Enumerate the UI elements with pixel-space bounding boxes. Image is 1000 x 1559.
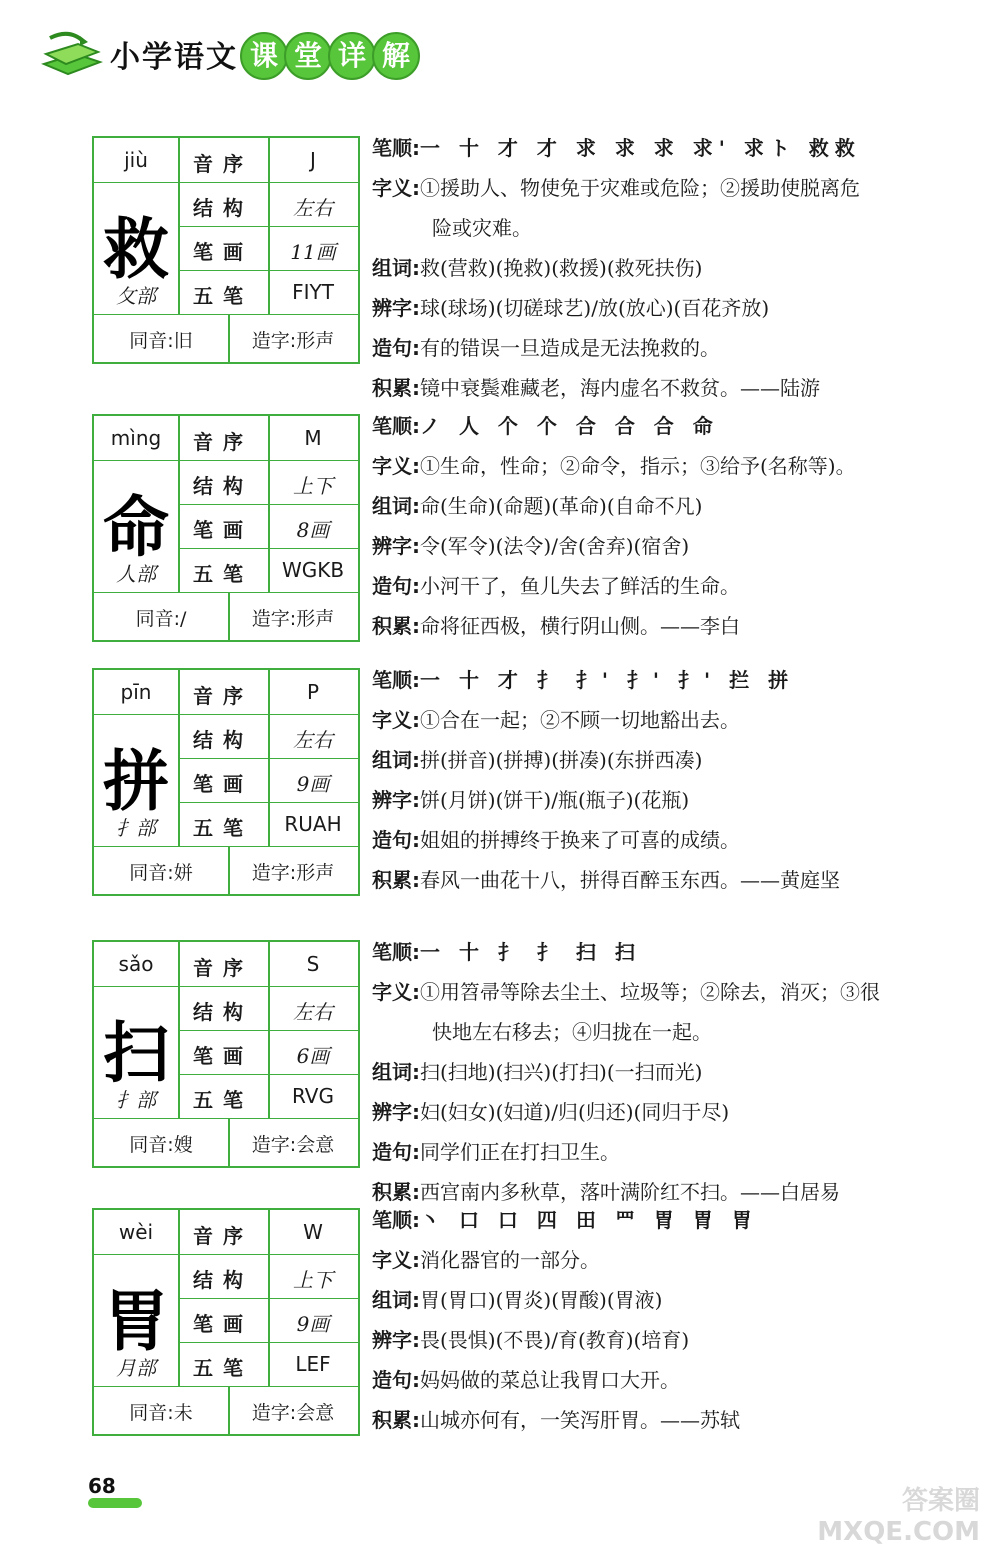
bianzi-value: 球(球场)(切磋球艺)/放(放心)(百花齐放) <box>420 296 770 320</box>
label-wubi: 五笔 <box>193 1356 253 1380</box>
zaoju-label: 造句: <box>372 1368 420 1392</box>
series-char: 解 <box>372 32 420 80</box>
ziyi-value: 消化器官的一部分。 <box>420 1248 600 1272</box>
wubi-value: FIYT <box>292 280 334 304</box>
jilei-label: 积累: <box>372 614 420 638</box>
books-logo-icon <box>40 24 104 84</box>
zuci-label: 组词: <box>372 256 420 280</box>
wubi-value: WGKB <box>281 558 345 582</box>
zaozi-value: 造字:会意 <box>251 1134 335 1156</box>
bianzi-label: 辨字: <box>372 534 420 558</box>
jilei-value: 山城亦何有，一笑泻肝胃。——苏轼 <box>420 1408 740 1432</box>
bishun-value: 丶 口 口 四 田 罒 胃 胃 胃 <box>420 1208 758 1232</box>
ziyi-line-continued: 险或灾难。 <box>432 216 532 240</box>
bishun-line <box>372 660 972 700</box>
character-card <box>92 940 360 1168</box>
jilei-value: 西宫南内多秋草，落叶满阶红不扫。——白居易 <box>420 1180 840 1204</box>
bianzi-label: 辨字: <box>372 296 420 320</box>
bishun-label: 笔顺: <box>372 136 420 160</box>
bianzi-value: 饼(月饼)(饼干)/瓶(瓶子)(花瓶) <box>420 788 690 812</box>
ziyi-value: ①合在一起；②不顾一切地豁出去。 <box>420 708 740 732</box>
jiegou-value: 左右 <box>293 1000 333 1024</box>
ziyi-line <box>372 446 972 486</box>
zuci-line <box>372 1280 972 1320</box>
bianzi-line <box>372 780 972 820</box>
bihua-value: 6画 <box>296 1044 330 1068</box>
zaozi-value: 造字:会意 <box>251 1402 335 1424</box>
label-wubi: 五笔 <box>193 1088 253 1112</box>
character-info <box>372 128 972 408</box>
bishun-value: ノ 人 个 个 合 合 合 命 <box>420 414 719 438</box>
label-bihua: 笔画 <box>193 1312 253 1336</box>
ziyi-line <box>372 1240 972 1280</box>
jilei-label: 积累: <box>372 1180 420 1204</box>
bushou-value: 扌部 <box>116 1088 156 1112</box>
jilei-value: 镜中衰鬓难藏老，海内虚名不救贫。——陆游 <box>420 376 820 400</box>
tongyin-value: 同音:未 <box>129 1402 193 1424</box>
zuci-line <box>372 486 972 526</box>
bihua-value: 9画 <box>296 772 330 796</box>
bihua-value: 8画 <box>296 518 330 542</box>
jilei-label: 积累: <box>372 868 420 892</box>
ziyi-line-continued: 快地左右移去；④归拢在一起。 <box>432 1020 712 1044</box>
yinxu-value: W <box>303 1220 323 1244</box>
pinyin: pīn <box>120 680 152 704</box>
zaoju-value: 姐姐的拼搏终于换来了可喜的成绩。 <box>420 828 740 852</box>
zuci-value: 命(生命)(命题)(革命)(自命不凡) <box>420 494 703 518</box>
ziyi-line <box>372 168 972 208</box>
tongyin-value: 同音:/ <box>135 608 187 630</box>
label-jiegou: 结构 <box>193 474 253 498</box>
jilei-line <box>372 606 972 646</box>
character-info <box>372 406 972 646</box>
bihua-value: 9画 <box>296 1312 330 1336</box>
label-bihua: 笔画 <box>193 518 253 542</box>
zaoju-value: 妈妈做的菜总让我胃口大开。 <box>420 1368 680 1392</box>
jilei-line <box>372 1400 972 1440</box>
pinyin: sǎo <box>118 952 154 976</box>
pinyin: wèi <box>118 1220 154 1244</box>
ziyi-value: ①生命，性命；②命令，指示；③给予(名称等)。 <box>420 454 856 478</box>
label-yinxu: 音序 <box>193 152 253 176</box>
label-bihua: 笔画 <box>193 240 253 264</box>
bianzi-label: 辨字: <box>372 788 420 812</box>
zaozi-value: 造字:形声 <box>251 330 335 352</box>
wubi-value: LEF <box>295 1352 331 1376</box>
zuci-value: 扫(扫地)(扫兴)(打扫)(一扫而光) <box>420 1060 703 1084</box>
bushou-value: 攵部 <box>116 284 156 308</box>
bushou-value: 扌部 <box>116 816 156 840</box>
label-yinxu: 音序 <box>193 684 253 708</box>
ziyi-label: 字义: <box>372 980 420 1004</box>
label-jiegou: 结构 <box>193 196 253 220</box>
zaozi-value: 造字:形声 <box>251 608 335 630</box>
label-yinxu: 音序 <box>193 956 253 980</box>
character-card <box>92 1208 360 1436</box>
zuci-value: 胃(胃口)(胃炎)(胃酸)(胃液) <box>420 1288 663 1312</box>
zaoju-value: 同学们正在打扫卫生。 <box>420 1140 620 1164</box>
jilei-line <box>372 368 972 408</box>
jiegou-value: 左右 <box>293 196 333 220</box>
zuci-line <box>372 1052 972 1092</box>
tongyin-value: 同音:嫂 <box>129 1134 193 1156</box>
zuci-value: 拼(拼音)(拼搏)(拼凑)(东拼西凑) <box>420 748 703 772</box>
pinyin: jiù <box>124 148 148 172</box>
bishun-value: 一 十 扌 扌 扫 扫 <box>420 940 641 964</box>
ziyi-label: 字义: <box>372 1248 420 1272</box>
pinyin: mìng <box>110 426 162 450</box>
series-char: 详 <box>328 32 376 80</box>
zaoju-line <box>372 328 972 368</box>
jiegou-value: 上下 <box>293 1268 333 1292</box>
zaoju-line <box>372 1360 972 1400</box>
zaoju-label: 造句: <box>372 828 420 852</box>
ziyi-line <box>372 700 972 740</box>
watermark: 答案圈 MXQE.COM <box>817 1486 980 1547</box>
zuci-label: 组词: <box>372 1288 420 1312</box>
bianzi-value: 妇(妇女)(妇道)/归(归还)(同归于尽) <box>420 1100 730 1124</box>
tongyin-value: 同音:姘 <box>129 862 193 884</box>
zaoju-value: 有的错误一旦造成是无法挽救的。 <box>420 336 720 360</box>
character-card <box>92 668 360 896</box>
label-wubi: 五笔 <box>193 816 253 840</box>
bishun-label: 笔顺: <box>372 1208 420 1232</box>
character-card <box>92 136 360 364</box>
ziyi-label: 字义: <box>372 708 420 732</box>
character-info <box>372 1200 972 1440</box>
bianzi-line <box>372 526 972 566</box>
bishun-label: 笔顺: <box>372 940 420 964</box>
zuci-value: 救(营救)(挽救)(救援)(救死扶伤) <box>420 256 703 280</box>
bishun-label: 笔顺: <box>372 668 420 692</box>
label-jiegou: 结构 <box>193 1000 253 1024</box>
label-jiegou: 结构 <box>193 728 253 752</box>
zaoju-label: 造句: <box>372 1140 420 1164</box>
big-character: 胃 <box>103 1282 169 1360</box>
jiegou-value: 上下 <box>293 474 333 498</box>
series-char: 课 <box>240 32 288 80</box>
jilei-line <box>372 860 972 900</box>
zaoju-value: 小河干了，鱼儿失去了鲜活的生命。 <box>420 574 740 598</box>
bishun-line <box>372 1200 972 1240</box>
bianzi-line <box>372 1092 972 1132</box>
zaozi-value: 造字:形声 <box>251 862 335 884</box>
label-yinxu: 音序 <box>193 430 253 454</box>
page-number <box>88 1474 142 1504</box>
bihua-value: 11画 <box>290 240 336 264</box>
big-character: 拼 <box>103 742 169 820</box>
ziyi-label: 字义: <box>372 176 420 200</box>
wubi-value: RVG <box>292 1084 334 1108</box>
character-info <box>372 932 972 1212</box>
bianzi-value: 畏(畏惧)(不畏)/育(教育)(培育) <box>420 1328 690 1352</box>
bishun-value: 一 十 才 扌 扌' 扌' 扌' 拦 拼 <box>420 668 795 692</box>
character-info <box>372 660 972 900</box>
jilei-label: 积累: <box>372 376 420 400</box>
zaoju-line <box>372 1132 972 1172</box>
label-yinxu: 音序 <box>193 1224 253 1248</box>
bianzi-value: 令(军令)(法令)/舍(舍弃)(宿舍) <box>420 534 690 558</box>
zuci-line <box>372 248 972 288</box>
yinxu-value: J <box>310 148 316 172</box>
label-bihua: 笔画 <box>193 1044 253 1068</box>
bianzi-line <box>372 1320 972 1360</box>
page-number-text: 68 <box>88 1474 116 1498</box>
zaoju-line <box>372 566 972 606</box>
jilei-value: 春风一曲花十八，拼得百醉玉东西。——黄庭坚 <box>420 868 840 892</box>
yinxu-value: S <box>306 952 320 976</box>
zuci-line <box>372 740 972 780</box>
zaoju-line <box>372 820 972 860</box>
bushou-value: 月部 <box>116 1356 156 1380</box>
bishun-line <box>372 932 972 972</box>
bishun-value: 一 十 才 才 求 求 求 求' 求ト 救救 <box>420 136 861 160</box>
bianzi-label: 辨字: <box>372 1100 420 1124</box>
zaoju-label: 造句: <box>372 336 420 360</box>
tongyin-value: 同音:旧 <box>129 330 193 352</box>
big-character: 扫 <box>103 1014 169 1092</box>
page-header <box>40 18 460 88</box>
label-wubi: 五笔 <box>193 562 253 586</box>
yinxu-value: M <box>304 426 322 450</box>
page-number-bar <box>88 1498 142 1508</box>
wubi-value: RUAH <box>284 812 342 836</box>
subject-title: 小学语文 <box>110 40 238 75</box>
ziyi-value: ①援助人、物使免于灾难或危险；②援助使脱离危 <box>420 176 860 200</box>
big-character: 命 <box>103 488 169 566</box>
yinxu-value: P <box>306 680 320 704</box>
label-wubi: 五笔 <box>193 284 253 308</box>
character-card <box>92 414 360 642</box>
jilei-label: 积累: <box>372 1408 420 1432</box>
bishun-label: 笔顺: <box>372 414 420 438</box>
bushou-value: 人部 <box>116 562 156 586</box>
big-character: 救 <box>103 210 169 288</box>
label-jiegou: 结构 <box>193 1268 253 1292</box>
zaoju-label: 造句: <box>372 574 420 598</box>
jilei-value: 命将征西极，横行阴山侧。——李白 <box>420 614 740 638</box>
ziyi-line <box>372 972 972 1012</box>
bianzi-line <box>372 288 972 328</box>
series-char: 堂 <box>284 32 332 80</box>
bishun-line <box>372 128 972 168</box>
ziyi-value: ①用笤帚等除去尘土、垃圾等；②除去，消灭；③很 <box>420 980 880 1004</box>
series-title <box>240 32 416 80</box>
zuci-label: 组词: <box>372 748 420 772</box>
bishun-line <box>372 406 972 446</box>
label-bihua: 笔画 <box>193 772 253 796</box>
zuci-label: 组词: <box>372 1060 420 1084</box>
ziyi-label: 字义: <box>372 454 420 478</box>
jiegou-value: 左右 <box>293 728 333 752</box>
bianzi-label: 辨字: <box>372 1328 420 1352</box>
zuci-label: 组词: <box>372 494 420 518</box>
